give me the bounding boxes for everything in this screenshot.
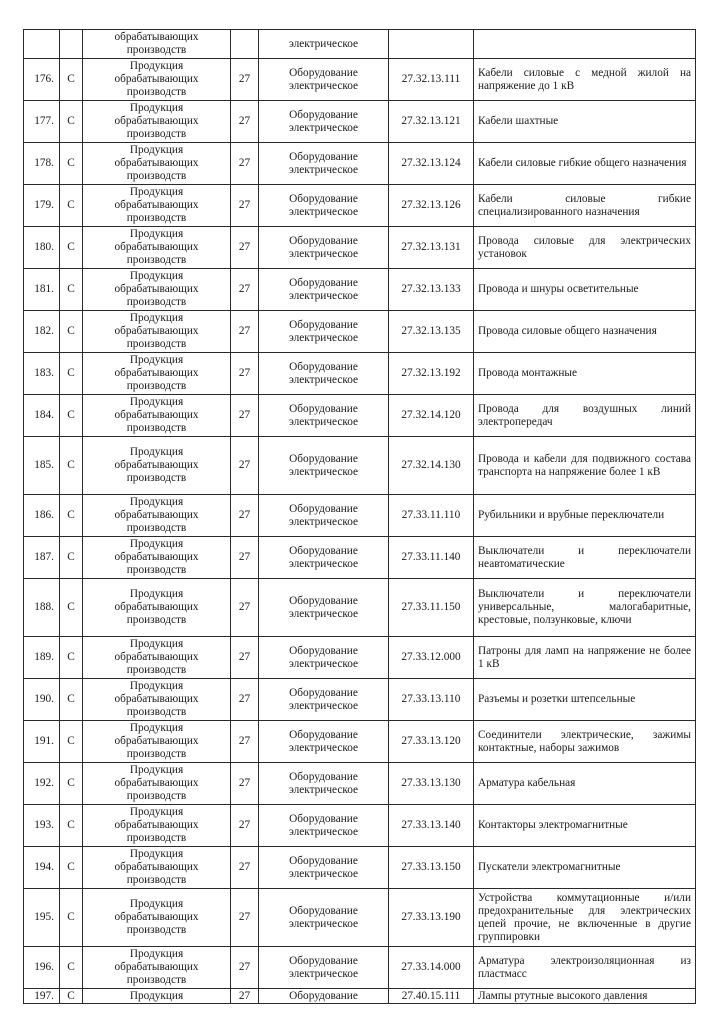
table-row bbox=[24, 395, 696, 437]
division-code: 27 bbox=[231, 227, 259, 269]
section-name: Продукция обрабатывающих производств bbox=[83, 679, 231, 721]
division-code: 27 bbox=[231, 59, 259, 101]
row-number: 177. bbox=[24, 101, 60, 143]
division-name: Оборудование электрическое bbox=[259, 679, 389, 721]
table-row bbox=[24, 185, 696, 227]
product-name: Лампы ртутные высокого давления bbox=[474, 989, 696, 1004]
row-number: 180. bbox=[24, 227, 60, 269]
row-number: 176. bbox=[24, 59, 60, 101]
division-code: 27 bbox=[231, 437, 259, 495]
okpd-code: 27.33.11.110 bbox=[389, 495, 474, 537]
division-code: 27 bbox=[231, 185, 259, 227]
product-name: Кабели силовые гибкие специализированного назначения bbox=[474, 185, 696, 227]
product-name: Арматура кабельная bbox=[474, 763, 696, 805]
section-name: Продукция обрабатывающих производств bbox=[83, 227, 231, 269]
table-row bbox=[24, 721, 696, 763]
section-name: Продукция обрабатывающих производств bbox=[83, 143, 231, 185]
product-name: Кабели силовые гибкие общего назначения bbox=[474, 143, 696, 185]
division-name: Оборудование электрическое bbox=[259, 227, 389, 269]
row-number: 178. bbox=[24, 143, 60, 185]
division-name: Оборудование электрическое bbox=[259, 889, 389, 947]
row-number: 196. bbox=[24, 947, 60, 989]
division-name: Оборудование электрическое bbox=[259, 721, 389, 763]
section-name: Продукция обрабатывающих производств bbox=[83, 353, 231, 395]
section-letter: С bbox=[60, 395, 83, 437]
division-code: 27 bbox=[231, 537, 259, 579]
row-number: 187. bbox=[24, 537, 60, 579]
division-code: 27 bbox=[231, 311, 259, 353]
row-number: 192. bbox=[24, 763, 60, 805]
table-row bbox=[24, 101, 696, 143]
product-name: Провода силовые для электрических установок bbox=[474, 227, 696, 269]
section-letter: С bbox=[60, 143, 83, 185]
section-letter: С bbox=[60, 763, 83, 805]
section-letter: С bbox=[60, 579, 83, 637]
product-name: Контакторы электромагнитные bbox=[474, 805, 696, 847]
division-code: 27 bbox=[231, 269, 259, 311]
section-name: Продукция обрабатывающих производств bbox=[83, 889, 231, 947]
section-name: Продукция обрабатывающих производств bbox=[83, 537, 231, 579]
table-row-continuation bbox=[24, 30, 696, 59]
okpd-code: 27.32.14.120 bbox=[389, 395, 474, 437]
okpd-code: 27.32.13.126 bbox=[389, 185, 474, 227]
okpd-code: 27.33.14.000 bbox=[389, 947, 474, 989]
table-row bbox=[24, 269, 696, 311]
product-name: Выключатели и переключатели неавтоматические bbox=[474, 537, 696, 579]
row-number: 186. bbox=[24, 495, 60, 537]
section-name: Продукция обрабатывающих производств bbox=[83, 311, 231, 353]
table-row bbox=[24, 437, 696, 495]
okpd-code: 27.32.13.133 bbox=[389, 269, 474, 311]
row-number: 194. bbox=[24, 847, 60, 889]
section-letter: С bbox=[60, 989, 83, 1004]
section-letter: С bbox=[60, 269, 83, 311]
table-row bbox=[24, 579, 696, 637]
row-number: 191. bbox=[24, 721, 60, 763]
okpd-code: 27.33.13.190 bbox=[389, 889, 474, 947]
product-name: Рубильники и врубные переключатели bbox=[474, 495, 696, 537]
product-name: Провода силовые общего назначения bbox=[474, 311, 696, 353]
division-code: 27 bbox=[231, 495, 259, 537]
product-name: Устройства коммутационные и/или предохранительные для электрических цепей прочие, не включенные в другие группировки bbox=[474, 889, 696, 947]
product-name: Выключатели и переключатели универсальные, малогабаритные, крестовые, ползунковые, ключи bbox=[474, 579, 696, 637]
product-name: Провода для воздушных линий электропередач bbox=[474, 395, 696, 437]
division-name: Оборудование электрическое bbox=[259, 847, 389, 889]
table-row bbox=[24, 805, 696, 847]
okpd-code bbox=[389, 30, 474, 59]
section-name: Продукция обрабатывающих производств bbox=[83, 847, 231, 889]
division-code: 27 bbox=[231, 143, 259, 185]
table-row bbox=[24, 679, 696, 721]
okpd-code: 27.32.13.131 bbox=[389, 227, 474, 269]
division-name: Оборудование bbox=[259, 989, 389, 1004]
division-name: Оборудование электрическое bbox=[259, 143, 389, 185]
okpd-code: 27.33.13.140 bbox=[389, 805, 474, 847]
division-code: 27 bbox=[231, 947, 259, 989]
okpd-code: 27.40.15.111 bbox=[389, 989, 474, 1004]
division-code bbox=[231, 30, 259, 59]
division-code: 27 bbox=[231, 353, 259, 395]
division-code: 27 bbox=[231, 395, 259, 437]
division-code: 27 bbox=[231, 101, 259, 143]
row-number: 193. bbox=[24, 805, 60, 847]
division-name: Оборудование электрическое bbox=[259, 537, 389, 579]
table-row-partial bbox=[24, 989, 696, 1004]
division-name: электрическое bbox=[259, 30, 389, 59]
section-letter: С bbox=[60, 637, 83, 679]
product-name: Провода монтажные bbox=[474, 353, 696, 395]
division-name: Оборудование электрическое bbox=[259, 495, 389, 537]
section-name: Продукция обрабатывающих производств bbox=[83, 437, 231, 495]
table-row bbox=[24, 947, 696, 989]
section-name: Продукция обрабатывающих производств bbox=[83, 101, 231, 143]
section-name: Продукция обрабатывающих производств bbox=[83, 763, 231, 805]
product-name: Кабели шахтные bbox=[474, 101, 696, 143]
section-letter: С bbox=[60, 947, 83, 989]
row-number: 181. bbox=[24, 269, 60, 311]
okpd-code: 27.33.13.120 bbox=[389, 721, 474, 763]
division-name: Оборудование электрическое bbox=[259, 437, 389, 495]
row-number: 195. bbox=[24, 889, 60, 947]
okpd-code: 27.33.12.000 bbox=[389, 637, 474, 679]
row-number: 197. bbox=[24, 989, 60, 1004]
product-name: Патроны для ламп на напряжение не более 1 кВ bbox=[474, 637, 696, 679]
section-name: Продукция обрабатывающих производств bbox=[83, 805, 231, 847]
row-number: 184. bbox=[24, 395, 60, 437]
section-name: Продукция обрабатывающих производств bbox=[83, 395, 231, 437]
section-letter: С bbox=[60, 353, 83, 395]
section-letter: С bbox=[60, 679, 83, 721]
okpd-code: 27.32.13.192 bbox=[389, 353, 474, 395]
section-name: Продукция обрабатывающих производств bbox=[83, 579, 231, 637]
table-row bbox=[24, 847, 696, 889]
okpd-code: 27.32.13.135 bbox=[389, 311, 474, 353]
table-row bbox=[24, 143, 696, 185]
division-name: Оборудование электрическое bbox=[259, 395, 389, 437]
product-name: Соединители электрические, зажимы контактные, наборы зажимов bbox=[474, 721, 696, 763]
section-letter: С bbox=[60, 101, 83, 143]
table-row bbox=[24, 59, 696, 101]
division-code: 27 bbox=[231, 721, 259, 763]
table-row bbox=[24, 495, 696, 537]
row-number: 185. bbox=[24, 437, 60, 495]
section-name: Продукция обрабатывающих производств bbox=[83, 721, 231, 763]
section-letter: С bbox=[60, 847, 83, 889]
division-code: 27 bbox=[231, 637, 259, 679]
section-name: обрабатывающих производств bbox=[83, 30, 231, 59]
row-number: 188. bbox=[24, 579, 60, 637]
row-number: 189. bbox=[24, 637, 60, 679]
section-letter: С bbox=[60, 59, 83, 101]
okpd-code: 27.33.13.110 bbox=[389, 679, 474, 721]
row-number: 179. bbox=[24, 185, 60, 227]
division-code: 27 bbox=[231, 847, 259, 889]
row-number: 182. bbox=[24, 311, 60, 353]
product-name bbox=[474, 30, 696, 59]
section-letter: С bbox=[60, 721, 83, 763]
division-name: Оборудование электрическое bbox=[259, 101, 389, 143]
division-code: 27 bbox=[231, 763, 259, 805]
section-name: Продукция обрабатывающих производств bbox=[83, 495, 231, 537]
section-letter: С bbox=[60, 185, 83, 227]
okpd-code: 27.32.13.111 bbox=[389, 59, 474, 101]
division-name: Оборудование электрическое bbox=[259, 579, 389, 637]
division-code: 27 bbox=[231, 679, 259, 721]
okpd-code: 27.33.13.130 bbox=[389, 763, 474, 805]
product-name: Провода и кабели для подвижного состава транспорта на напряжение более 1 кВ bbox=[474, 437, 696, 495]
division-name: Оборудование электрическое bbox=[259, 269, 389, 311]
section-letter: С bbox=[60, 495, 83, 537]
section-name: Продукция обрабатывающих производств bbox=[83, 947, 231, 989]
table-row bbox=[24, 227, 696, 269]
row-number bbox=[24, 30, 60, 59]
division-name: Оборудование электрическое bbox=[259, 763, 389, 805]
row-number: 190. bbox=[24, 679, 60, 721]
division-name: Оборудование электрическое bbox=[259, 185, 389, 227]
classifier-table bbox=[23, 29, 696, 1004]
division-name: Оборудование электрическое bbox=[259, 805, 389, 847]
section-name: Продукция обрабатывающих производств bbox=[83, 59, 231, 101]
division-name: Оборудование электрическое bbox=[259, 59, 389, 101]
okpd-code: 27.33.13.150 bbox=[389, 847, 474, 889]
division-name: Оборудование электрическое bbox=[259, 311, 389, 353]
okpd-code: 27.32.13.124 bbox=[389, 143, 474, 185]
division-code: 27 bbox=[231, 989, 259, 1004]
table-row bbox=[24, 637, 696, 679]
section-letter: С bbox=[60, 227, 83, 269]
okpd-code: 27.33.11.140 bbox=[389, 537, 474, 579]
division-code: 27 bbox=[231, 579, 259, 637]
division-name: Оборудование электрическое bbox=[259, 947, 389, 989]
section-name: Продукция bbox=[83, 989, 231, 1004]
section-letter: С bbox=[60, 537, 83, 579]
table-row bbox=[24, 889, 696, 947]
section-letter bbox=[60, 30, 83, 59]
section-letter: С bbox=[60, 311, 83, 353]
division-name: Оборудование электрическое bbox=[259, 353, 389, 395]
table-row bbox=[24, 763, 696, 805]
product-name: Пускатели электромагнитные bbox=[474, 847, 696, 889]
section-name: Продукция обрабатывающих производств bbox=[83, 269, 231, 311]
okpd-code: 27.32.14.130 bbox=[389, 437, 474, 495]
okpd-code: 27.32.13.121 bbox=[389, 101, 474, 143]
section-letter: С bbox=[60, 805, 83, 847]
product-name: Разъемы и розетки штепсельные bbox=[474, 679, 696, 721]
product-name: Провода и шнуры осветительные bbox=[474, 269, 696, 311]
section-name: Продукция обрабатывающих производств bbox=[83, 637, 231, 679]
section-name: Продукция обрабатывающих производств bbox=[83, 185, 231, 227]
okpd-code: 27.33.11.150 bbox=[389, 579, 474, 637]
section-letter: С bbox=[60, 437, 83, 495]
section-letter: С bbox=[60, 889, 83, 947]
product-name: Кабели силовые с медной жилой на напряжение до 1 кВ bbox=[474, 59, 696, 101]
division-code: 27 bbox=[231, 889, 259, 947]
product-name: Арматура электроизоляционная из пластмасс bbox=[474, 947, 696, 989]
table-row bbox=[24, 537, 696, 579]
division-name: Оборудование электрическое bbox=[259, 637, 389, 679]
row-number: 183. bbox=[24, 353, 60, 395]
table-row bbox=[24, 353, 696, 395]
table-row bbox=[24, 311, 696, 353]
division-code: 27 bbox=[231, 805, 259, 847]
